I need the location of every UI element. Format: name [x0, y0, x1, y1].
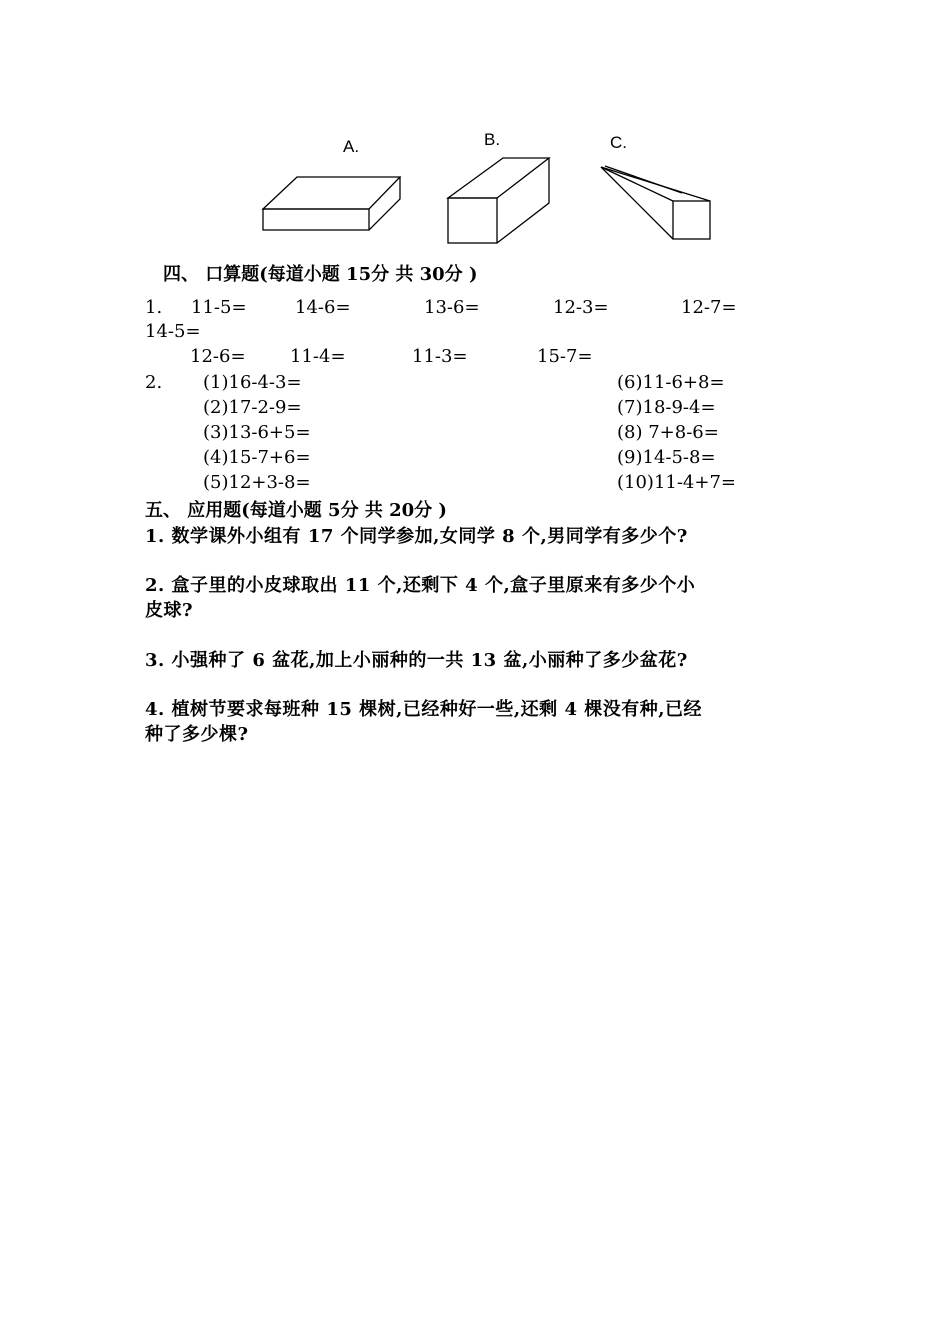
mental-math-item: 11-3=	[412, 346, 468, 367]
mental-math-item: (1)16-4-3=	[203, 372, 302, 393]
figure-b-label: B.	[484, 130, 501, 149]
section4-heading: 四、 口算题(每道小题 15分 共 30分 )	[163, 264, 478, 285]
mental-math-item: 12-3=	[553, 297, 609, 318]
mental-math-item: (8) 7+8-6=	[617, 422, 719, 443]
mental-math-item: 14-5=	[145, 321, 201, 342]
figure-c-wedge	[601, 166, 710, 239]
mental-math-item: (5)12+3-8=	[203, 472, 311, 493]
mental-math-item: (9)14-5-8=	[617, 447, 716, 468]
word-problem-2-line2: 皮球?	[145, 600, 194, 621]
figure-a-label: A.	[343, 137, 360, 156]
mental-math-item: 14-6=	[295, 297, 351, 318]
mental-math-item: 12-7=	[681, 297, 737, 318]
word-problem-1: 1. 数学课外小组有 17 个同学参加,女同学 8 个,男同学有多少个?	[145, 526, 688, 547]
mental-math-item: 13-6=	[424, 297, 480, 318]
part2-number: 2.	[145, 372, 163, 393]
word-problem-2-line1: 2. 盒子里的小皮球取出 11 个,还剩下 4 个,盒子里原来有多少个小	[145, 575, 696, 596]
mental-math-item: (3)13-6+5=	[203, 422, 311, 443]
mental-math-item: (4)15-7+6=	[203, 447, 311, 468]
mental-math-item: 12-6=	[190, 346, 246, 367]
figure-b-cuboid	[448, 158, 549, 243]
word-problem-4-line2: 种了多少棵?	[145, 724, 249, 745]
figure-a-flat-box	[263, 177, 400, 230]
word-problem-3: 3. 小强种了 6 盆花,加上小丽种的一共 13 盆,小丽种了多少盆花?	[145, 650, 688, 671]
mental-math-item: 15-7=	[537, 346, 593, 367]
mental-math-item: 11-4=	[290, 346, 346, 367]
mental-math-item: (10)11-4+7=	[617, 472, 737, 493]
solid-figures	[0, 0, 950, 260]
mental-math-item: 11-5=	[191, 297, 247, 318]
mental-math-item: (2)17-2-9=	[203, 397, 302, 418]
part1-number: 1.	[145, 297, 163, 318]
mental-math-item: (6)11-6+8=	[617, 372, 725, 393]
mental-math-item: (7)18-9-4=	[617, 397, 716, 418]
section5-heading: 五、 应用题(每道小题 5分 共 20分 )	[145, 500, 447, 521]
word-problem-4-line1: 4. 植树节要求每班种 15 棵树,已经种好一些,还剩 4 棵没有种,已经	[145, 699, 702, 720]
figure-c-label: C.	[610, 133, 627, 152]
